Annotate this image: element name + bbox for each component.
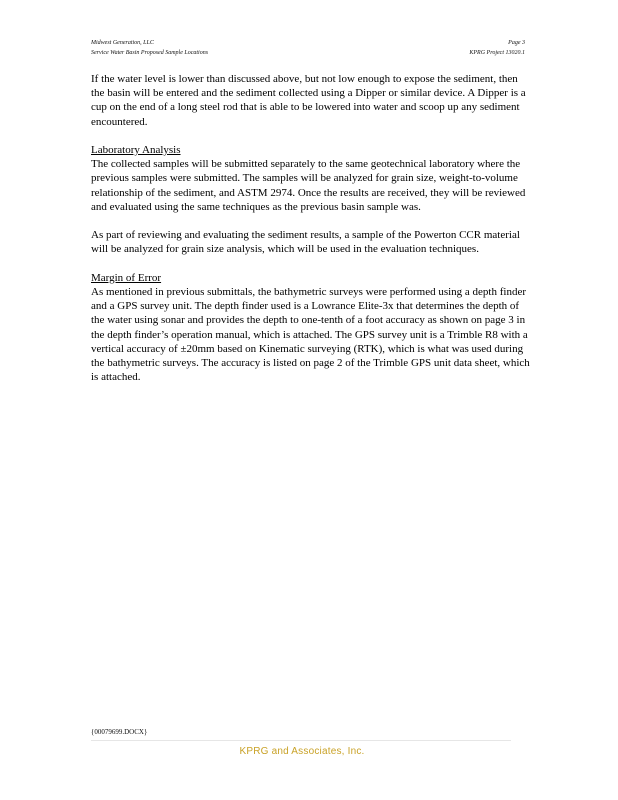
heading-laboratory-analysis: Laboratory Analysis [91, 144, 181, 156]
header-left [91, 38, 208, 58]
paragraph-margin-of-error: As mentioned in previous submittals, the bathymetric surveys were performed using a depth finder and a GPS survey unit. The depth finder used is a Lowrance Elite-3x that determines the depth of the water using sonar and provides the depth to one-tenth of a foot accuracy as shown on page 3 in the depth finder’s operation manual, which is attached. The GPS survey unit is a Trimble R8 with a vertical accuracy of ±20mm based on Kinematic surveying (RTK), which is what was used during the bathymetric surveys. The accuracy is listed on page 2 of the Trimble GPS unit data sheet, which is attached. [91, 286, 530, 384]
section-laboratory-analysis [91, 143, 531, 257]
footer-divider [91, 740, 511, 741]
document-id: {00079699.DOCX} [91, 728, 148, 736]
paragraph-dipper: If the water level is lower than discussed above, but not low enough to expose the sediment, then the basin will be entered and the sediment collected using a Dipper or similar device. A Dipper is a cup on the end of a long steel rod that is able to be lowered into water and scoop up any sediment encountered. [91, 73, 526, 128]
header-title: Service Water Basin Proposed Sample Locations [91, 50, 209, 56]
header-project-number: KPRG Project 13020.1 [469, 50, 525, 56]
paragraph-powerton-ccr: As part of reviewing and evaluating the sediment results, a sample of the Powerton CCR material will be analyzed for grain size analysis, which will be used in the evaluation techniques. [91, 229, 520, 256]
footer-company-name: KPRG and Associates, Inc. [239, 746, 365, 757]
header-company: Midwest Generation, LLC [91, 40, 154, 46]
header-page-number: Page 3 [508, 40, 525, 46]
section-margin-of-error [91, 271, 531, 385]
document-body [91, 72, 531, 399]
header-right [440, 38, 525, 58]
heading-margin-of-error: Margin of Error [91, 271, 162, 284]
paragraph-lab-samples: The collected samples will be submitted separately to the same geotechnical laboratory where the previous samples were submitted. The samples will be analyzed for grain size, weight-to-volume relationship of the sediment, and ASTM 2974. Once the results are received, they will be reviewed and evaluated using the same techniques as the previous basin sample was. [91, 158, 526, 213]
